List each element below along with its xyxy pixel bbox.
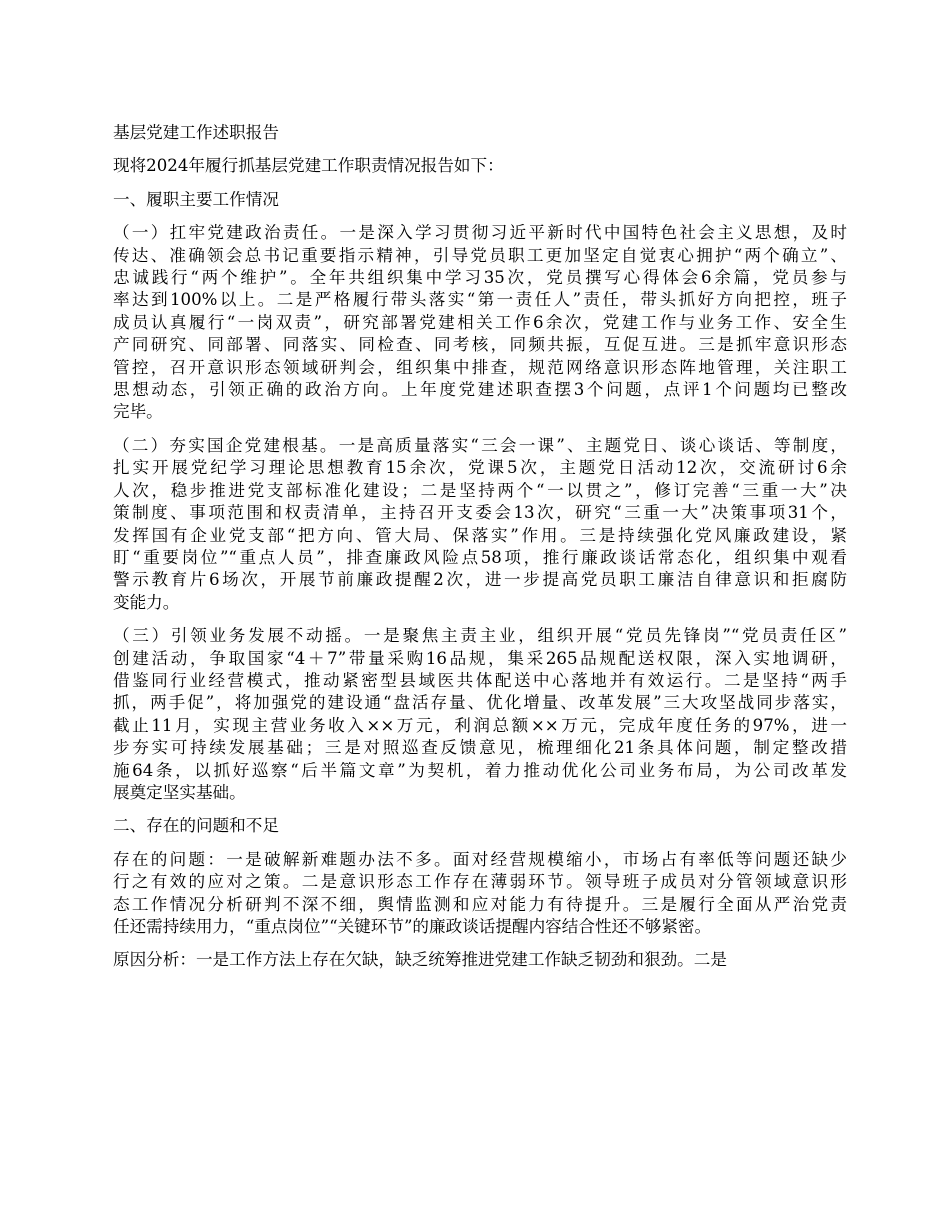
text-line: （一）扛牢党建政治责任。一是深入学习贯彻习近平新时代中国特色社会主义思想，及时 [113, 223, 847, 243]
text-line: 存在的问题：一是破解新难题办法不多。面对经营规模缩小，市场占有率低等问题还缺少 [113, 849, 847, 869]
text-line: 借鉴同行业经营模式，推动紧密型县域医共体配送中心落地并有效运行。二是坚持“两手 [113, 670, 847, 690]
text-line: 变能力。 [113, 592, 180, 612]
text-line: 抓，两手促”，将加强党的建设通“盘活存量、优化增量、改革发展”三大攻坚战同步落实， [113, 693, 847, 713]
section-heading-duties: 一、履职主要工作情况 [113, 189, 279, 209]
paragraph-existing-problems [113, 849, 847, 939]
text-line: 步夯实可持续发展基础；三是对照巡查反馈意见，梳理细化21条具体问题，制定整改措 [113, 738, 847, 758]
text-line: 产同研究、同部署、同落实、同检查、同考核，同频共振，互促互进。三是抓牢意识形态 [113, 335, 847, 355]
text-line: （三）引领业务发展不动摇。一是聚焦主责主业，组织开展“党员先锋岗”“党员责任区” [113, 626, 847, 646]
text-line: 施64条，以抓好巡察“后半篇文章”为契机，着力推动优化公司业务布局，为公司改革发 [113, 760, 847, 780]
text-line: （二）夯实国企党建根基。一是高质量落实“三会一课”、主题党日、谈心谈话、等制度， [113, 435, 847, 455]
document-title: 基层党建工作述职报告 [113, 123, 279, 142]
text-line: 人次，稳步推进党支部标准化建设；二是坚持两个“一以贯之”，修订完善“三重一大”决 [113, 480, 847, 500]
text-line: 率达到100%以上。二是严格履行带头落实“第一责任人”责任，带头抓好方向把控，班子 [113, 290, 847, 310]
paragraph-political-responsibility [113, 222, 847, 424]
section-heading-problems: 二、存在的问题和不足 [113, 816, 279, 836]
text-line: 传达、准确领会总书记重要指示精神，引导党员职工更加坚定自觉衷心拥护“两个确立”、 [113, 245, 847, 265]
text-line: 态工作情况分析研判不深不细，舆情监测和应对能力有待提升。三是履行全面从严治党责 [113, 894, 847, 914]
paragraph-party-foundation [113, 435, 847, 614]
intro-paragraph: 现将2024年履行抓基层党建工作职责情况报告如下： [113, 156, 504, 176]
text-line: 任还需持续用力，“重点岗位”“关键环节”的廉政谈话提醒内容结合性还不够紧密。 [113, 917, 712, 936]
text-line: 警示教育片6场次，开展节前廉政提醒2次，进一步提高党员职工廉洁自律意识和拒腐防 [113, 570, 847, 590]
text-line: 完毕。 [113, 402, 163, 422]
text-line: 扎实开展党纪学习理论思想教育15余次，党课5次，主题党日活动12次，交流研讨6余 [113, 458, 847, 478]
paragraph-cause-analysis [113, 949, 847, 971]
text-line: 管控，召开意识形态领域研判会，组织集中排查，规范网络意识形态阵地管理，关注职工 [113, 357, 847, 377]
text-line: 发挥国有企业党支部“把方向、管大局、保落实”作用。三是持续强化党风廉政建设，紧 [113, 525, 847, 545]
document-page [113, 122, 847, 983]
text-line: 策制度、事项范围和权责清单，主持召开支委会13次，研究“三重一大”决策事项31个， [113, 503, 847, 523]
paragraph-business-development [113, 625, 847, 804]
text-line: 展奠定坚实基础。 [113, 782, 246, 802]
text-line: 成员认真履行“一岗双责”，研究部署党建相关工作6余次，党建工作与业务工作、安全生 [113, 312, 847, 332]
text-line: 创建活动，争取国家“4＋7”带量采购16品规，集采265品规配送权限，深入实地调研， [113, 648, 847, 668]
text-line: 忠诚践行“两个维护”。全年共组织集中学习35次，党员撰写心得体会6余篇，党员参与 [113, 268, 847, 288]
text-line: 行之有效的应对之策。二是意识形态工作存在薄弱环节。领导班子成员对分管领域意识形 [113, 872, 847, 892]
text-line: 原因分析：一是工作方法上存在欠缺，缺乏统筹推进党建工作缺乏韧劲和狠劲。二是 [113, 950, 727, 970]
text-line: 思想动态，引领正确的政治方向。上年度党建述职查摆3个问题，点评1个问题均已整改 [113, 380, 847, 400]
text-line: 截止11月，实现主营业务收入××万元，利润总额××万元，完成年度任务的97%，进一 [113, 715, 847, 735]
text-line: 盯“重要岗位”“重点人员”，排查廉政风险点58项，推行廉政谈话常态化，组织集中观看 [113, 547, 847, 567]
